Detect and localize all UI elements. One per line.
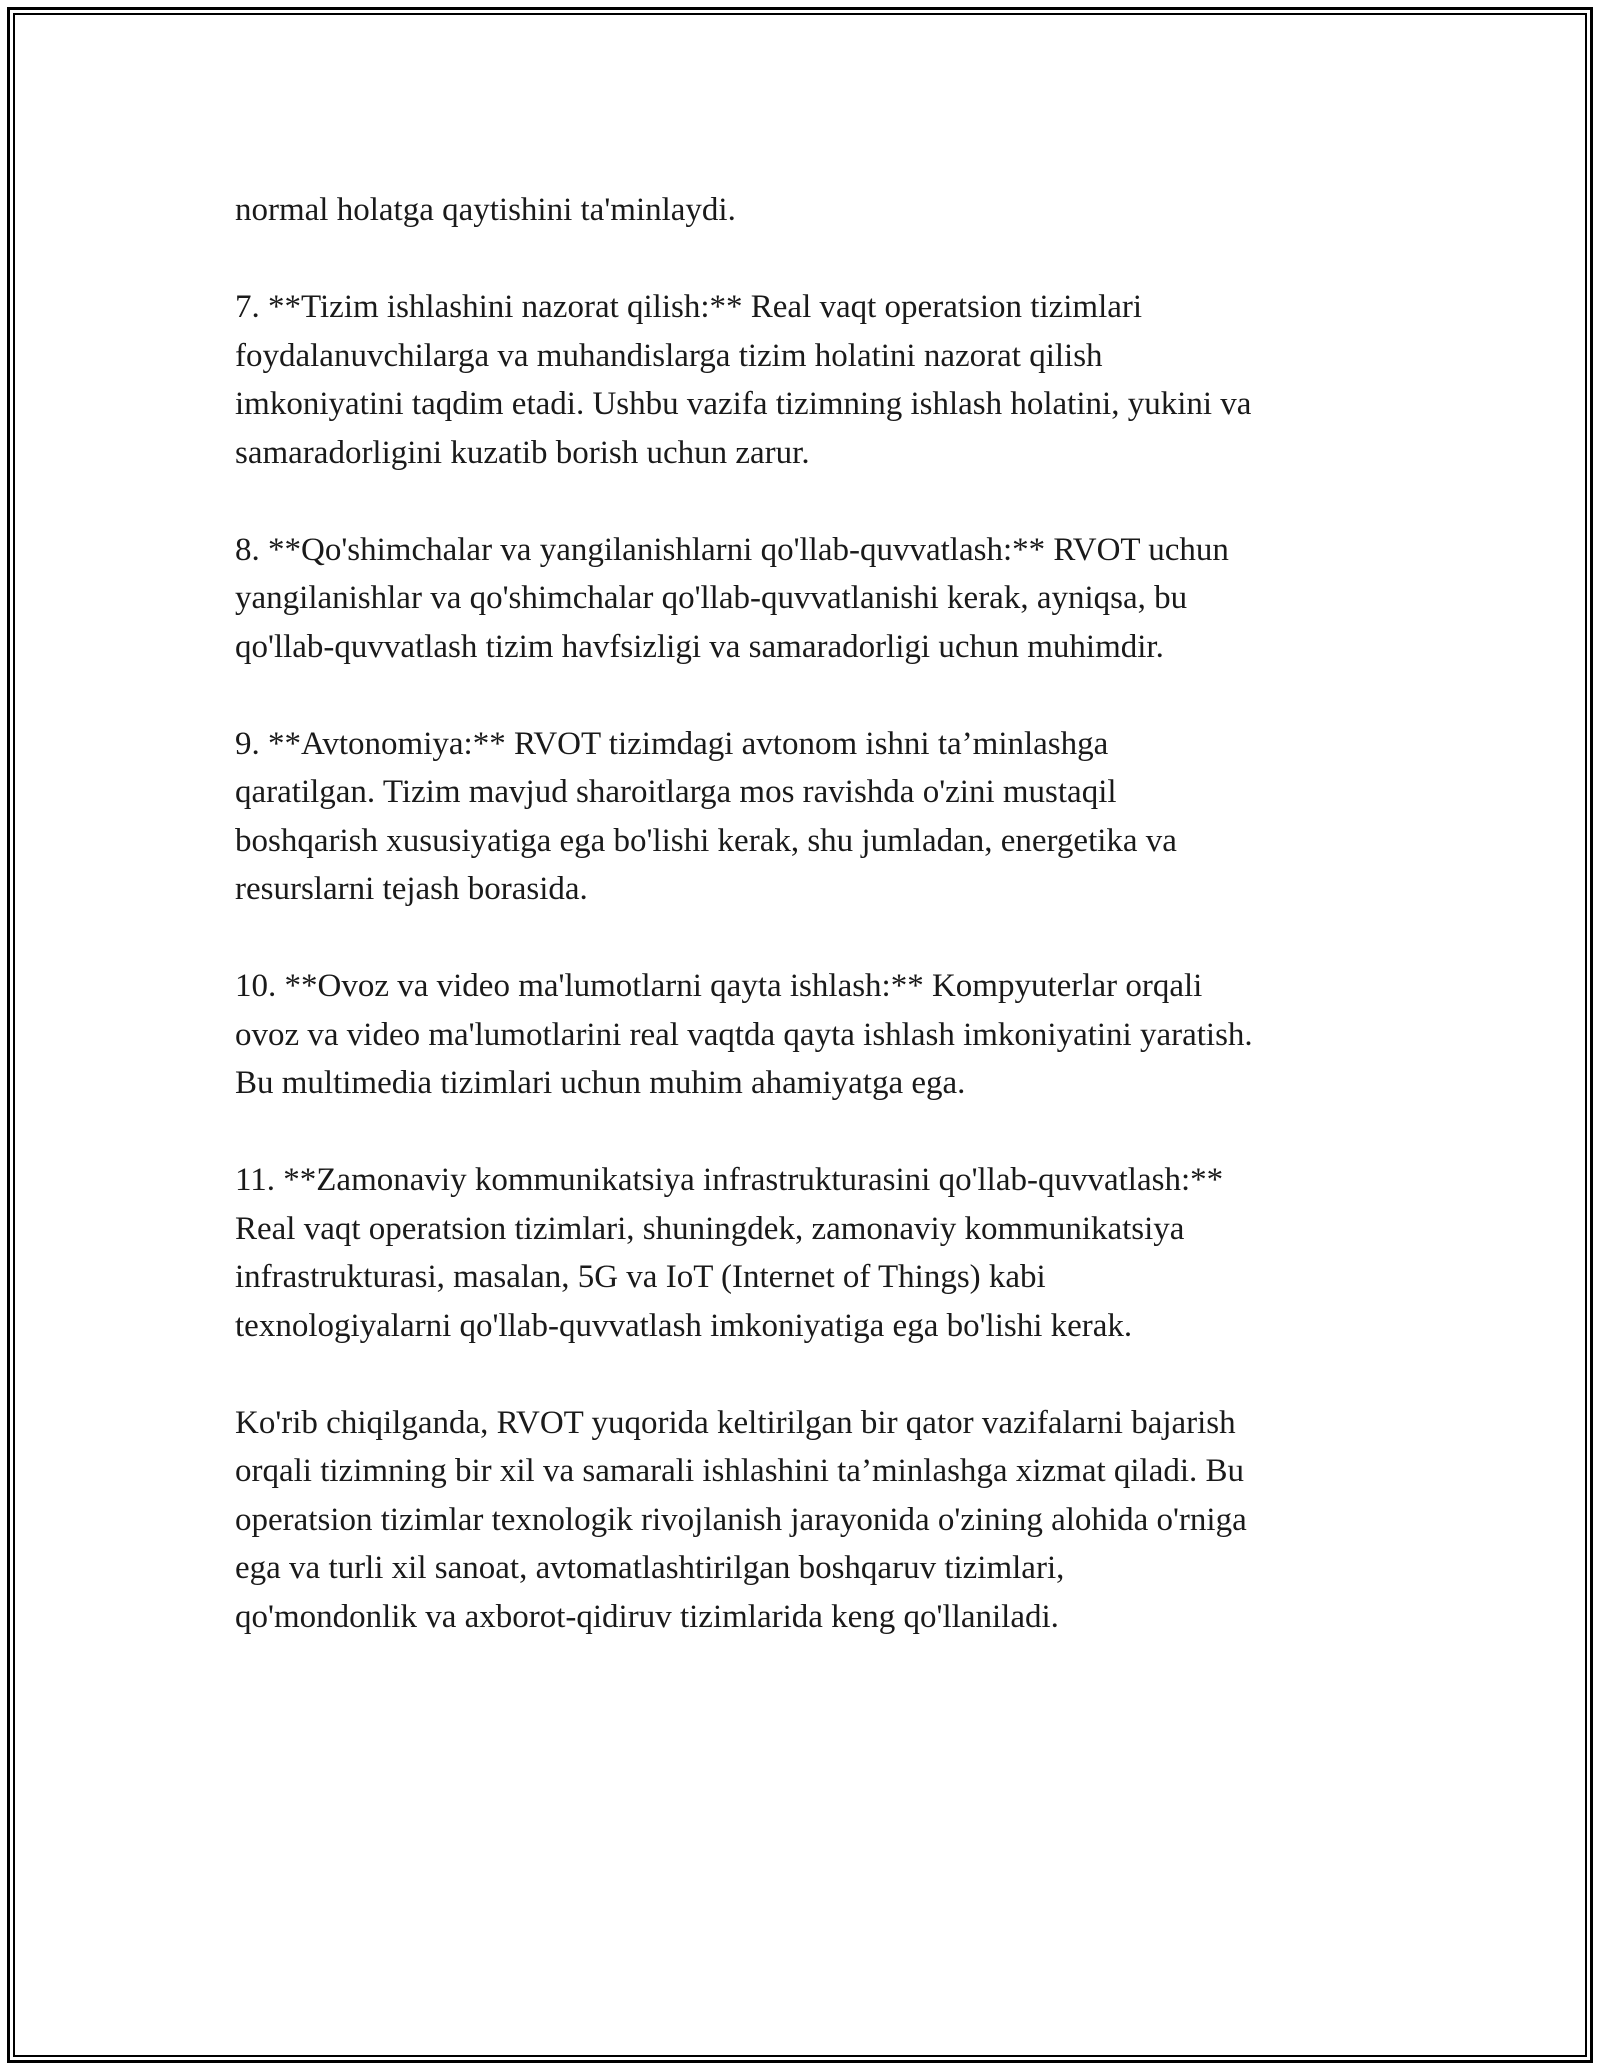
text-line: operatsion tizimlar texnologik rivojlanish jarayonida o'zining alohida o'rniga bbox=[235, 1501, 1247, 1538]
paragraph-intro-continuation bbox=[235, 186, 1395, 235]
text-line: 9. **Avtonomiya:** RVOT tizimdagi avtonom ishni ta’minlashga bbox=[235, 725, 1109, 762]
paragraph-item-9 bbox=[235, 720, 1395, 914]
paragraph-item-7 bbox=[235, 283, 1395, 477]
text-line: Real vaqt operatsion tizimlari, shuningdek, zamonaviy kommunikatsiya bbox=[235, 1210, 1185, 1247]
text-line: imkoniyatini taqdim etadi. Ushbu vazifa tizimning ishlash holatini, yukini va bbox=[235, 386, 1252, 422]
text-line: Ko'rib chiqilganda, RVOT yuqorida keltirilgan bir qator vazifalarni bajarish bbox=[235, 1404, 1236, 1441]
text-line: samaradorligini kuzatib borish uchun zarur. bbox=[235, 434, 810, 471]
text-line: 10. **Ovoz va video ma'lumotlarni qayta ishlash:** Kompyuterlar orqali bbox=[235, 968, 1203, 1004]
paragraph-item-11 bbox=[235, 1156, 1395, 1350]
text-line: infrastrukturasi, masalan, 5G va IoT (Internet of Things) kabi bbox=[235, 1259, 1046, 1295]
text-line: qaratilgan. Tizim mavjud sharoitlarga mos ravishda o'zini mustaqil bbox=[235, 774, 1117, 810]
text-line: orqali tizimning bir xil va samarali ishlashini ta’minlashga xizmat qiladi. Bu bbox=[235, 1453, 1245, 1489]
text-line: 8. **Qo'shimchalar va yangilanishlarni qo'llab-quvvatlash:** RVOT uchun bbox=[235, 531, 1229, 568]
paragraph-conclusion bbox=[235, 1399, 1395, 1642]
text-line: ega va turli xil sanoat, avtomatlashtirilgan boshqaruv tizimlari, bbox=[235, 1550, 1065, 1586]
text-line: boshqarish xususiyatiga ega bo'lishi kerak, shu jumladan, energetika va bbox=[235, 822, 1177, 859]
text-line: normal holatga qaytishini ta'minlaydi. bbox=[235, 192, 736, 228]
text-line: qo'mondonlik va axborot-qidiruv tizimlarida keng qo'llaniladi. bbox=[235, 1598, 1059, 1635]
paragraph-item-8 bbox=[235, 526, 1395, 672]
document-body bbox=[235, 186, 1395, 1690]
text-line: qo'llab-quvvatlash tizim havfsizligi va samaradorligi uchun muhimdir. bbox=[235, 628, 1164, 665]
text-line: ovoz va video ma'lumotlarini real vaqtda qayta ishlash imkoniyatini yaratish. bbox=[235, 1016, 1253, 1053]
text-line: 7. **Tizim ishlashini nazorat qilish:** Real vaqt operatsion tizimlari bbox=[235, 289, 1143, 325]
text-line: foydalanuvchilarga va muhandislarga tizim holatini nazorat qilish bbox=[235, 337, 1103, 374]
text-line: 11. **Zamonaviy kommunikatsiya infrastrukturasini qo'llab-quvvatlash:** bbox=[235, 1162, 1224, 1198]
text-line: Bu multimedia tizimlari uchun muhim ahamiyatga ega. bbox=[235, 1065, 966, 1101]
text-line: yangilanishlar va qo'shimchalar qo'llab-quvvatlanishi kerak, ayniqsa, bu bbox=[235, 580, 1188, 616]
text-line: resurslarni tejash borasida. bbox=[235, 871, 588, 907]
text-line: texnologiyalarni qo'llab-quvvatlash imkoniyatiga ega bo'lishi kerak. bbox=[235, 1307, 1133, 1344]
paragraph-item-10 bbox=[235, 962, 1395, 1108]
